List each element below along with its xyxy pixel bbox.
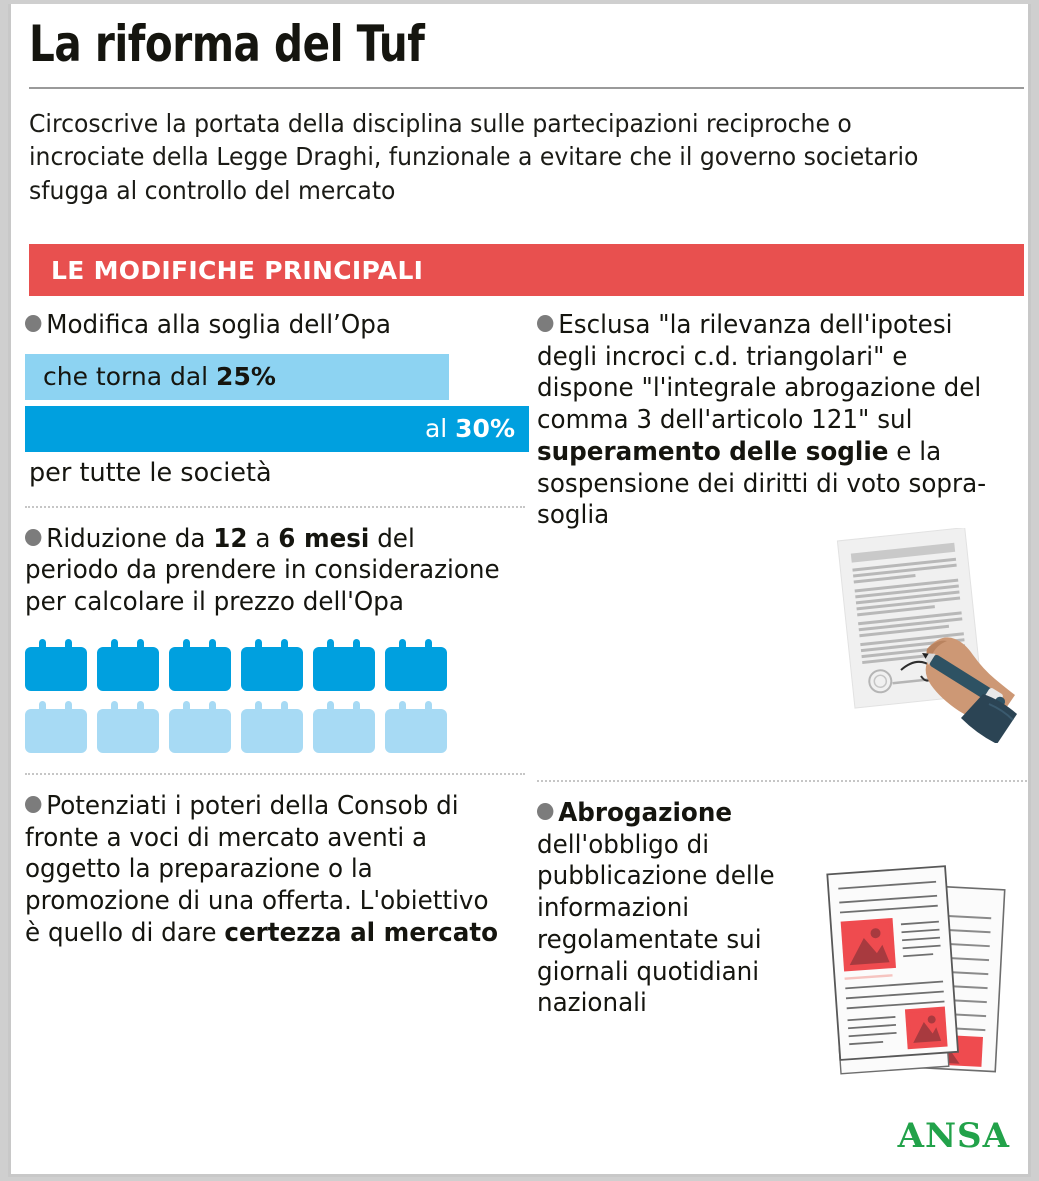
right-item-1: [537, 310, 1027, 780]
right-column: [537, 310, 1027, 1020]
calendar-icon: [97, 699, 159, 753]
left-item-2-text: Riduzione da 12 a 6 mesi del periodo da prendere in considerazione per calcolare il prezzo dell'Opa: [25, 523, 500, 618]
bullet-dot-icon: [25, 529, 41, 546]
calendar-icon: [169, 699, 231, 753]
bar-from-25: [25, 354, 449, 400]
section-banner-label: LE MODIFICHE PRINCIPALI: [51, 256, 424, 285]
left-item-1-lead: Modifica alla soglia dell’Opa: [25, 310, 508, 342]
right-item-2: [537, 798, 1027, 1020]
calendar-chart: [25, 637, 455, 753]
bullet-dot-icon: [25, 315, 41, 332]
bullet-dot-icon: [537, 315, 553, 332]
bars-caption: per tutte le società: [29, 457, 272, 488]
calendar-icon: [25, 637, 87, 691]
calendar-icon: [385, 699, 447, 753]
bar-to-30: [25, 406, 529, 452]
calendar-icon: [169, 637, 231, 691]
bullet-dot-icon: [537, 803, 553, 820]
left-item-3: [25, 791, 525, 950]
calendar-icon: [97, 637, 159, 691]
left-item-2: [25, 524, 525, 753]
hand-signing-document-icon: [823, 528, 1033, 743]
calendar-row-light: [25, 699, 455, 753]
standfirst-text: Circoscrive la portata della disciplina sulle partecipazioni reciproche o incrociate della Legge Draghi, funzionale a evitare che il governo societario sfugga al controllo del mercato: [29, 109, 919, 205]
calendar-icon: [385, 637, 447, 691]
bullet-dot-icon: [25, 796, 41, 813]
right-item-1-text: Esclusa "la rilevanza dell'ipotesi degli incroci c.d. triangolari" e dispone "l'integrale abrogazione del comma 3 dell'articolo 121" sul superamento delle soglie e la sospensione dei diritti di voto sopra-soglia: [537, 310, 987, 531]
bar-to-prefix: al: [424, 413, 456, 443]
bar-to-value: 30%: [455, 413, 515, 443]
newspaper-pages-icon: [818, 858, 1023, 1093]
page-title: La riforma del Tuf: [29, 15, 425, 73]
opa-threshold-bars: [25, 354, 525, 452]
bar-from-value: 25%: [216, 361, 276, 391]
left-divider-2: [25, 773, 525, 775]
calendar-icon: [313, 637, 375, 691]
ansa-logo: ANSA: [897, 1116, 1010, 1156]
left-column: [25, 310, 525, 950]
left-item-1: [25, 310, 525, 488]
calendar-icon: [313, 699, 375, 753]
right-divider-1: [537, 780, 1027, 782]
left-item-3-text: Potenziati i poteri della Consob di fronte a voci di mercato aventi a oggetto la preparazione o la promozione di una offerta. L'obiettivo è quello di dare certezza al mercato: [25, 790, 499, 948]
calendar-icon: [241, 699, 303, 753]
section-banner: [29, 244, 1024, 296]
calendar-row-dark: [25, 637, 455, 691]
title-divider: [29, 87, 1024, 89]
calendar-icon: [25, 699, 87, 753]
bar-from-prefix: che torna dal: [43, 361, 217, 391]
right-item-2-text: Abrogazione dell'obbligo di pubblicazione delle informazioni regolamentate sui giornali quotidiani nazionali: [537, 798, 775, 1019]
infographic-page: [8, 4, 1031, 1177]
calendar-icon: [241, 637, 303, 691]
left-divider-1: [25, 506, 525, 508]
